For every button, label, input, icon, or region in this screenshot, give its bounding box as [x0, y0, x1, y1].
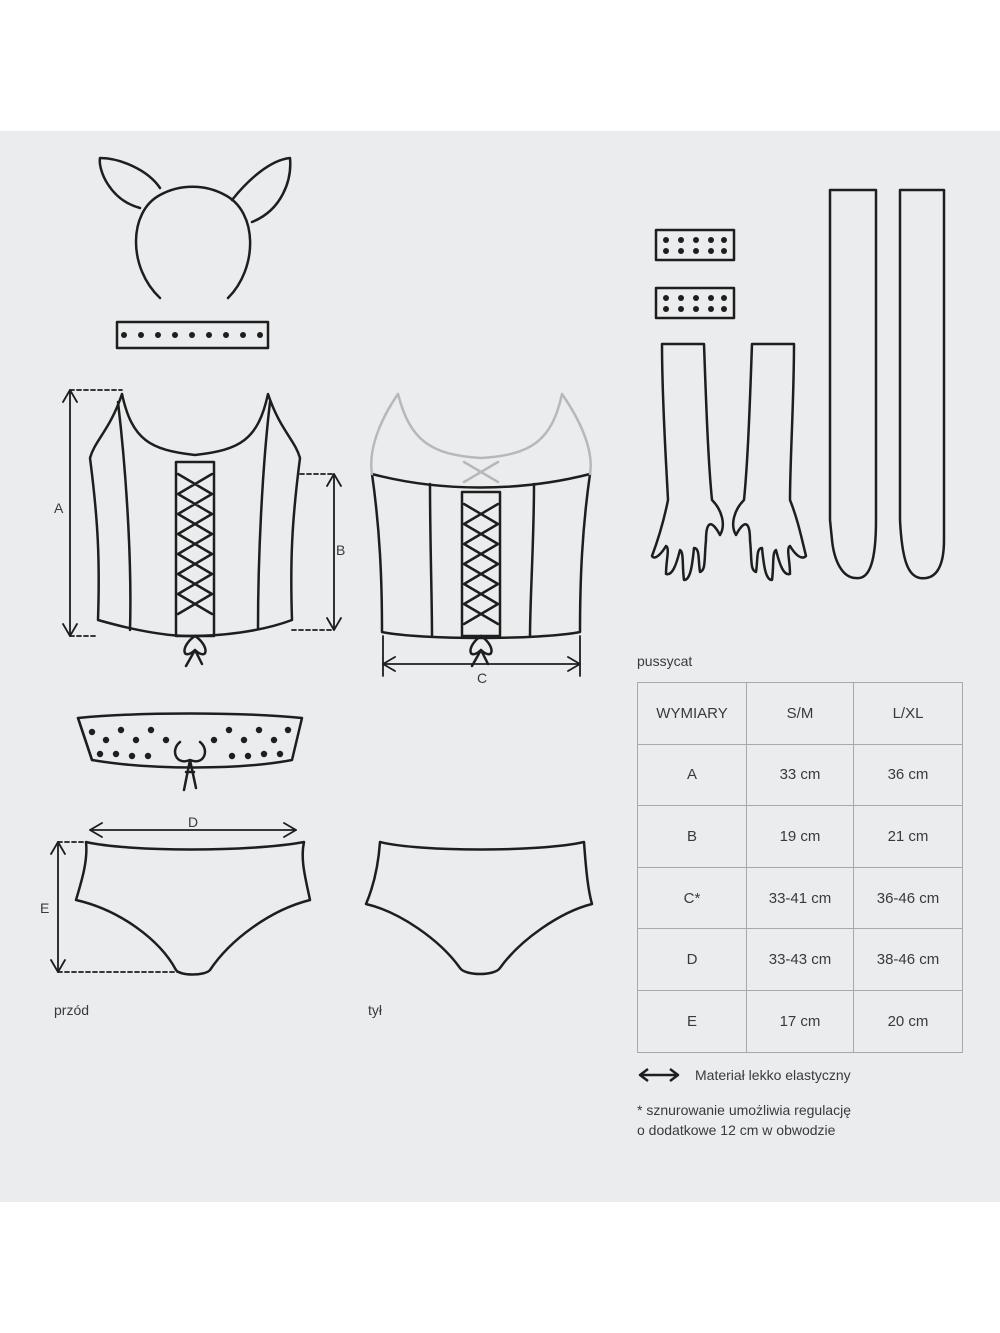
glove-right	[733, 344, 806, 580]
table-cell: 20 cm	[854, 990, 963, 1052]
product-name: pussycat	[637, 653, 693, 669]
label-c: C	[477, 670, 488, 686]
table-cell: E	[638, 990, 747, 1052]
table-cell: 36 cm	[854, 744, 963, 806]
cuff-1	[656, 230, 734, 260]
table-cell: 33 cm	[747, 744, 854, 806]
double-arrow-icon	[637, 1068, 681, 1082]
corset-back-faded-top	[371, 394, 590, 482]
table-header-cell: L/XL	[854, 683, 963, 745]
label-b: B	[336, 542, 346, 558]
table-row	[638, 744, 963, 806]
stocking-right	[900, 190, 944, 578]
garter-belt-dots	[89, 727, 291, 759]
caption-back: tył	[368, 1002, 382, 1018]
dimension-b	[292, 474, 341, 630]
dimension-e	[51, 842, 180, 972]
choker-dots	[121, 332, 263, 338]
corset-back	[372, 474, 590, 666]
table-cell: 33-43 cm	[747, 929, 854, 991]
table-cell: 33-41 cm	[747, 867, 854, 929]
table-header-cell: WYMIARY	[638, 683, 747, 745]
table-row	[638, 867, 963, 929]
table-row	[638, 929, 963, 991]
size-table	[637, 682, 963, 1053]
table-cell: C*	[638, 867, 747, 929]
table-header-row	[638, 683, 963, 745]
table-cell: B	[638, 806, 747, 868]
table-cell: 38-46 cm	[854, 929, 963, 991]
table-row	[638, 806, 963, 868]
cat-ears-headband	[100, 158, 290, 298]
label-d: D	[188, 814, 199, 830]
corset-front	[90, 394, 300, 666]
cuff-2-dots	[663, 295, 727, 312]
caption-front: przód	[54, 1002, 90, 1018]
footnote	[637, 1100, 851, 1140]
table-cell: 17 cm	[747, 990, 854, 1052]
panties-front	[76, 842, 310, 975]
stocking-left	[830, 190, 876, 578]
label-a: A	[54, 500, 64, 516]
label-e: E	[40, 900, 50, 916]
table-row	[638, 990, 963, 1052]
table-cell: A	[638, 744, 747, 806]
dimension-a	[63, 390, 122, 636]
footnote-line-1: * sznurowanie umożliwia regulację	[637, 1102, 851, 1118]
table-header-cell: S/M	[747, 683, 854, 745]
table-cell: 19 cm	[747, 806, 854, 868]
table-cell: 21 cm	[854, 806, 963, 868]
cuff-1-dots	[663, 237, 727, 254]
glove-left	[652, 344, 723, 580]
legend-text: Materiał lekko elastyczny	[695, 1067, 851, 1083]
table-cell: 36-46 cm	[854, 867, 963, 929]
garter-belt	[78, 714, 302, 791]
legend	[637, 1067, 851, 1083]
panties-back	[366, 842, 592, 974]
footnote-line-2: o dodatkowe 12 cm w obwodzie	[637, 1122, 836, 1138]
cuff-2	[656, 288, 734, 318]
table-cell: D	[638, 929, 747, 991]
